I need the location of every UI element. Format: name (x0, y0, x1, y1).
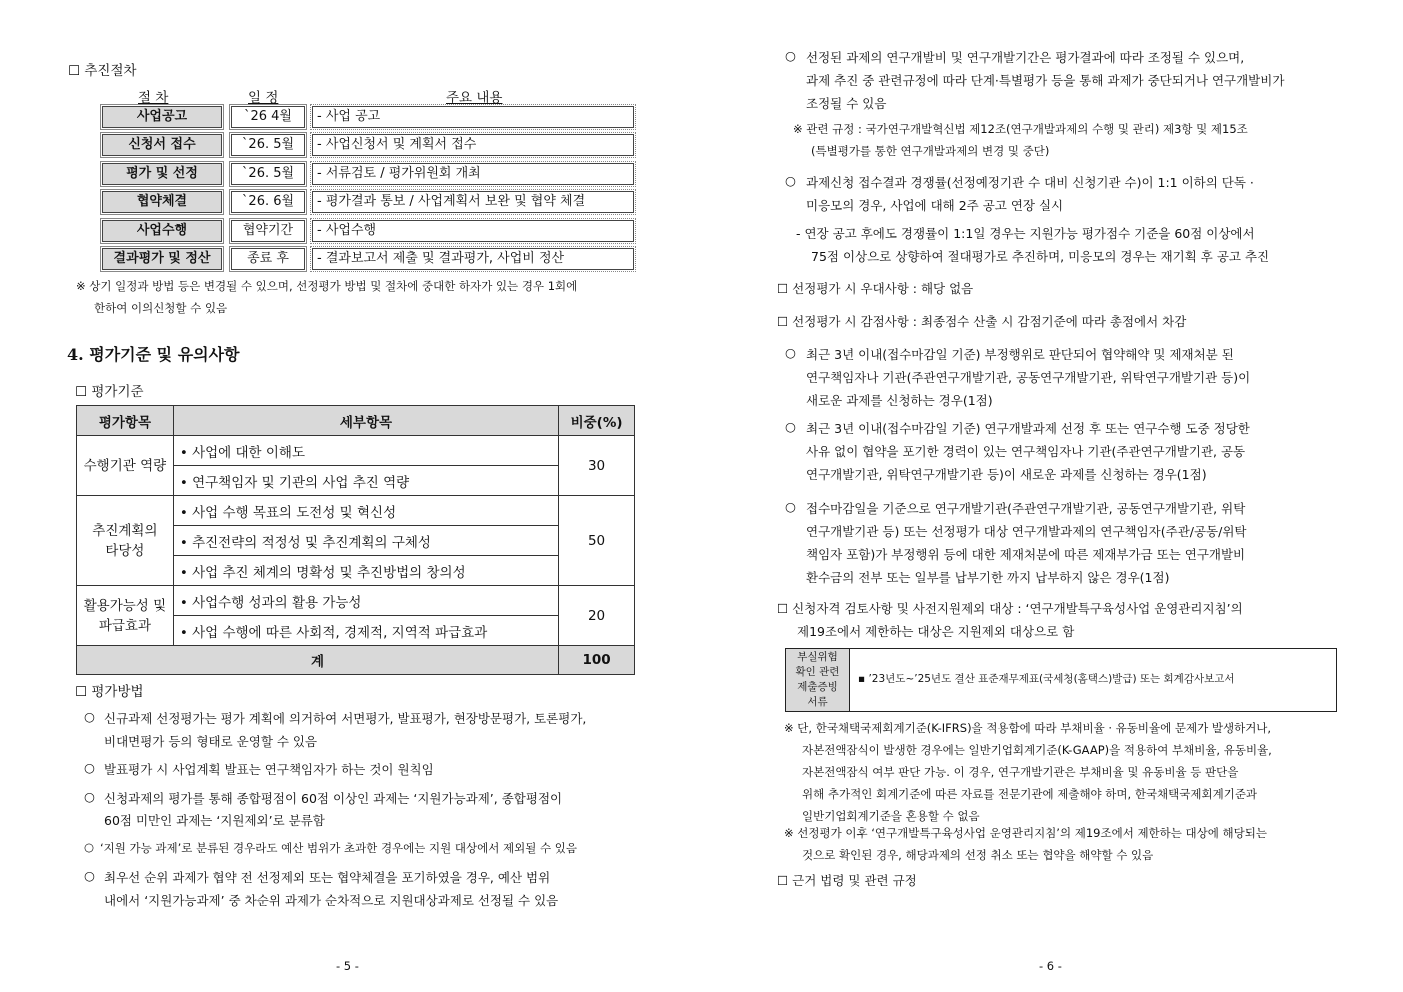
legal-heading: ☐ 근거 법령 및 관련 규정 (777, 873, 917, 888)
header-items: 세부항목 (173, 406, 558, 436)
list-item: 신청과제의 평가를 통해 종합평점이 60점 이상인 과제는 ‘지원가능과제’, 종합평점이 (104, 791, 563, 806)
list-item: 최우선 순위 과제가 협약 전 선정제외 또는 협약체결을 포기하였을 경우, 예산 범위 (104, 870, 551, 885)
item-cell: • 사업 추진 체계의 명확성 및 추진방법의 창의성 (173, 556, 558, 586)
col-header-date: 일 정 (248, 90, 279, 106)
content-cell: - 결과보고서 제출 및 결과평가, 사업비 정산 (312, 248, 634, 270)
list-item-cont: 책임자 포함)가 부정행위 등에 대한 제재처분에 따른 제재부가금 또는 연구개발비 (806, 547, 1246, 562)
preference-heading: ☐ 선정평가 시 우대사항 : 해당 없음 (777, 281, 974, 296)
procedure-note-line1: ※ 상기 일정과 방법 등은 변경될 수 있으며, 선정평가 방법 및 절차에 중대한 하자가 있는 경우 1회에 (76, 279, 578, 293)
category-cell: 수행기관 역량 (77, 436, 174, 496)
stage-cell: 평가 및 선정 (102, 163, 222, 185)
list-item: 최근 3년 이내(접수마감일 기준) 연구개발과제 선정 후 또는 연구수행 도중 정당한 (806, 421, 1250, 436)
eligibility-heading: ☐ 신청자격 검토사항 및 사전지원제외 대상 : ‘연구개발특구육성사업 운영관리지침’의 (777, 601, 1243, 616)
date-cell: 종료 후 (231, 248, 305, 270)
list-item: 선정된 과제의 연구개발비 및 연구개발기간은 평가결과에 따라 조정될 수 있으며, (806, 50, 1245, 65)
note2-line2: 것으로 확인된 경우, 해당과제의 선정 취소 또는 협약을 해약할 수 있음 (802, 848, 1154, 862)
table-row (77, 436, 635, 466)
required-documents-value: ▪ ’23년도~’25년도 결산 표준재무제표(국세청(홈택스)발급) 또는 회계감사보고서 (858, 673, 1235, 685)
bullet-marker: ○ (785, 419, 796, 434)
required-documents-box (785, 648, 1337, 712)
note1-line5: 일반기업회계기준을 혼용할 수 없음 (802, 809, 980, 823)
stage-cell: 협약체결 (102, 191, 222, 213)
rule-note-line1: ※ 관련 규정 : 국가연구개발혁신법 제12조(연구개발과제의 수행 및 관리) 제3항 및 제15조 (793, 122, 1248, 136)
bullet-marker: ○ (785, 48, 796, 63)
criteria-table (76, 405, 635, 675)
col-header-content: 주요 내용 (446, 90, 503, 106)
content-cell: - 사업신청서 및 계획서 접수 (312, 134, 634, 156)
list-item-cont: 연구개발기관 등) 또는 선정평가 대상 연구개발과제의 연구책임자(주관/공동/위탁 (806, 524, 1247, 539)
category-line: 추진계획의 (92, 522, 158, 539)
method-heading: ☐ 평가방법 (75, 684, 144, 700)
rule-note-line2: (특별평가를 통한 연구개발과제의 변경 및 중단) (811, 144, 1050, 158)
total-row (77, 646, 635, 675)
total-label: 계 (77, 646, 559, 675)
stage-cell: 사업수행 (102, 220, 222, 242)
required-documents-label (786, 649, 850, 711)
category-line: 타당성 (105, 542, 145, 559)
extension-line2: 75점 이상으로 상향하여 절대평가로 추진하며, 미응모의 경우는 재기획 후 공고 추진 (811, 249, 1270, 264)
date-cell: `26. 6월 (231, 191, 305, 213)
list-item-cont: 연구개발기관, 위탁연구개발기관 등)이 새로운 과제를 신청하는 경우(1점) (806, 467, 1207, 482)
page-number: - 6 - (1039, 959, 1062, 973)
content-cell: - 사업 공고 (312, 106, 634, 128)
header-weight: 비중(%) (559, 406, 635, 436)
stage-cell: 결과평가 및 정산 (102, 248, 222, 270)
weight-cell: 30 (559, 436, 635, 496)
bullet-marker: ○ (785, 345, 796, 360)
label-line: 확인 관련 (795, 666, 840, 678)
list-item: 신규과제 선정평가는 평가 계획에 의거하여 서면평가, 발표평가, 현장방문평가, 토론평가, (104, 711, 587, 726)
page-5 (0, 0, 700, 992)
label-line: 제출증빙 (797, 681, 838, 693)
header-category: 평가항목 (77, 406, 174, 436)
table-row (77, 586, 635, 616)
date-cell: `26. 5월 (231, 163, 305, 185)
list-item-cont: 환수금의 전부 또는 일부를 납부기한 까지 납부하지 않은 경우(1점) (806, 570, 1170, 585)
table-row (77, 496, 635, 526)
category-cell (77, 496, 174, 586)
list-item: 과제신청 접수결과 경쟁률(선정예정기관 수 대비 신청기관 수)이 1:1 이하의 단독 · (806, 175, 1254, 190)
bullet-marker: ○ (84, 868, 95, 883)
bullet-marker: ○ (785, 173, 796, 188)
list-item-cont: 미응모의 경우, 사업에 대해 2주 공고 연장 실시 (806, 198, 1064, 213)
category-line: 파급효과 (98, 617, 151, 634)
bullet-marker: ○ (84, 709, 95, 724)
list-item: 접수마감일을 기준으로 연구개발기관(주관연구개발기관, 공동연구개발기관, 위탁 (806, 501, 1246, 516)
item-cell: • 사업에 대한 이해도 (173, 436, 558, 466)
content-cell: - 사업수행 (312, 220, 634, 242)
deduction-heading: ☐ 선정평가 시 감점사항 : 최종점수 산출 시 감점기준에 따라 총점에서 차감 (777, 314, 1187, 329)
date-cell: `26. 5월 (231, 134, 305, 156)
list-item-cont: 과제 추진 중 관련규정에 따라 단계·특별평가 등을 통해 과제가 중단되거나 연구개발비가 (806, 73, 1285, 88)
note2-line1: ※ 선정평가 이후 ‘연구개발특구육성사업 운영관리지침’의 제19조에서 제한하는 대상에 해당되는 (784, 826, 1267, 840)
label-line: 부실위험 (797, 651, 838, 663)
category-cell (77, 586, 174, 646)
list-item-cont: 사유 없이 협약을 포기한 경력이 있는 연구책임자나 기관(주관연구개발기관, 공동 (806, 444, 1246, 459)
item-cell: • 연구책임자 및 기관의 사업 추진 역량 (173, 466, 558, 496)
list-item: 최근 3년 이내(접수마감일 기준) 부정행위로 판단되어 협약해약 및 제재처분 된 (806, 347, 1234, 362)
list-item-cont: 내에서 ‘지원가능과제’ 중 차순위 과제가 순차적으로 지원대상과제로 선정될 수 있음 (104, 893, 559, 908)
bullet-marker: ○ (84, 840, 95, 854)
stage-cell: 신청서 접수 (102, 134, 222, 156)
list-item-cont: 비대면평가 등의 형태로 운영할 수 있음 (104, 734, 318, 749)
procedure-note-line2: 한하여 이의신청할 수 있음 (94, 301, 228, 315)
note1-line4: 위해 추가적인 회계기준에 따른 자료를 전문기관에 제출해야 하며, 한국채택국제회계기준과 (802, 787, 1258, 801)
eligibility-line2: 제19조에서 제한하는 대상은 지원제외 대상으로 함 (797, 624, 1075, 639)
weight-cell: 20 (559, 586, 635, 646)
list-item-cont: 새로운 과제를 신청하는 경우(1점) (806, 393, 993, 408)
col-header-stage: 절 차 (138, 90, 169, 106)
page-6 (700, 0, 1403, 992)
list-item-cont: 60점 미만인 과제는 ‘지원제외’로 분류함 (104, 813, 325, 828)
list-item: 발표평가 시 사업계획 발표는 연구책임자가 하는 것이 원칙임 (104, 762, 434, 777)
extension-line1: - 연장 공고 후에도 경쟁률이 1:1일 경우는 지원가능 평가점수 기준을 60점 이상에서 (796, 226, 1255, 241)
table-header-row (77, 406, 635, 436)
procedure-heading: ☐ 추진절차 (68, 63, 137, 79)
item-cell: • 사업 수행 목표의 도전성 및 혁신성 (173, 496, 558, 526)
note1-line1: ※ 단, 한국채택국제회계기준(K-IFRS)을 적용함에 따라 부채비율 · 유동비율에 문제가 발생하거나, (784, 721, 1272, 735)
stage-cell: 사업공고 (102, 106, 222, 128)
item-cell: • 추진전략의 적정성 및 추진계획의 구체성 (173, 526, 558, 556)
content-cell: - 서류검토 / 평가위원회 개최 (312, 163, 634, 185)
content-cell: - 평가결과 통보 / 사업계획서 보완 및 협약 체결 (312, 191, 634, 213)
item-cell: • 사업수행 성과의 활용 가능성 (173, 586, 558, 616)
label-line: 서류 (807, 696, 828, 708)
date-cell: 협약기간 (231, 220, 305, 242)
weight-cell: 50 (559, 496, 635, 586)
page-number: - 5 - (336, 959, 359, 973)
section-title: 4. 평가기준 및 유의사항 (67, 345, 240, 364)
note1-line3: 자본전액잠식 여부 판단 가능. 이 경우, 연구개발기관은 부채비율 및 유동비율 등 판단을 (802, 765, 1239, 779)
criteria-heading: ☐ 평가기준 (75, 384, 144, 400)
note1-line2: 자본전액잠식이 발생한 경우에는 일반기업회계기준(K-GAAP)을 적용하여 부채비율, 유동비율, (802, 743, 1272, 757)
bullet-marker: ○ (785, 499, 796, 514)
category-line: 활용가능성 및 (83, 597, 167, 614)
list-item-cont: 조정될 수 있음 (806, 96, 887, 111)
bullet-marker: ○ (84, 760, 95, 775)
bullet-marker: ○ (84, 789, 95, 804)
list-item: ‘지원 가능 과제’로 분류된 경우라도 예산 범위가 초과한 경우에는 지원 대상에서 제외될 수 있음 (100, 841, 577, 855)
date-cell: `26 4월 (231, 106, 305, 128)
item-cell: • 사업 수행에 따른 사회적, 경제적, 지역적 파급효과 (173, 616, 558, 646)
list-item-cont: 연구책임자나 기관(주관연구개발기관, 공동연구개발기관, 위탁연구개발기관 등)이 (806, 370, 1251, 385)
total-value: 100 (559, 646, 635, 675)
